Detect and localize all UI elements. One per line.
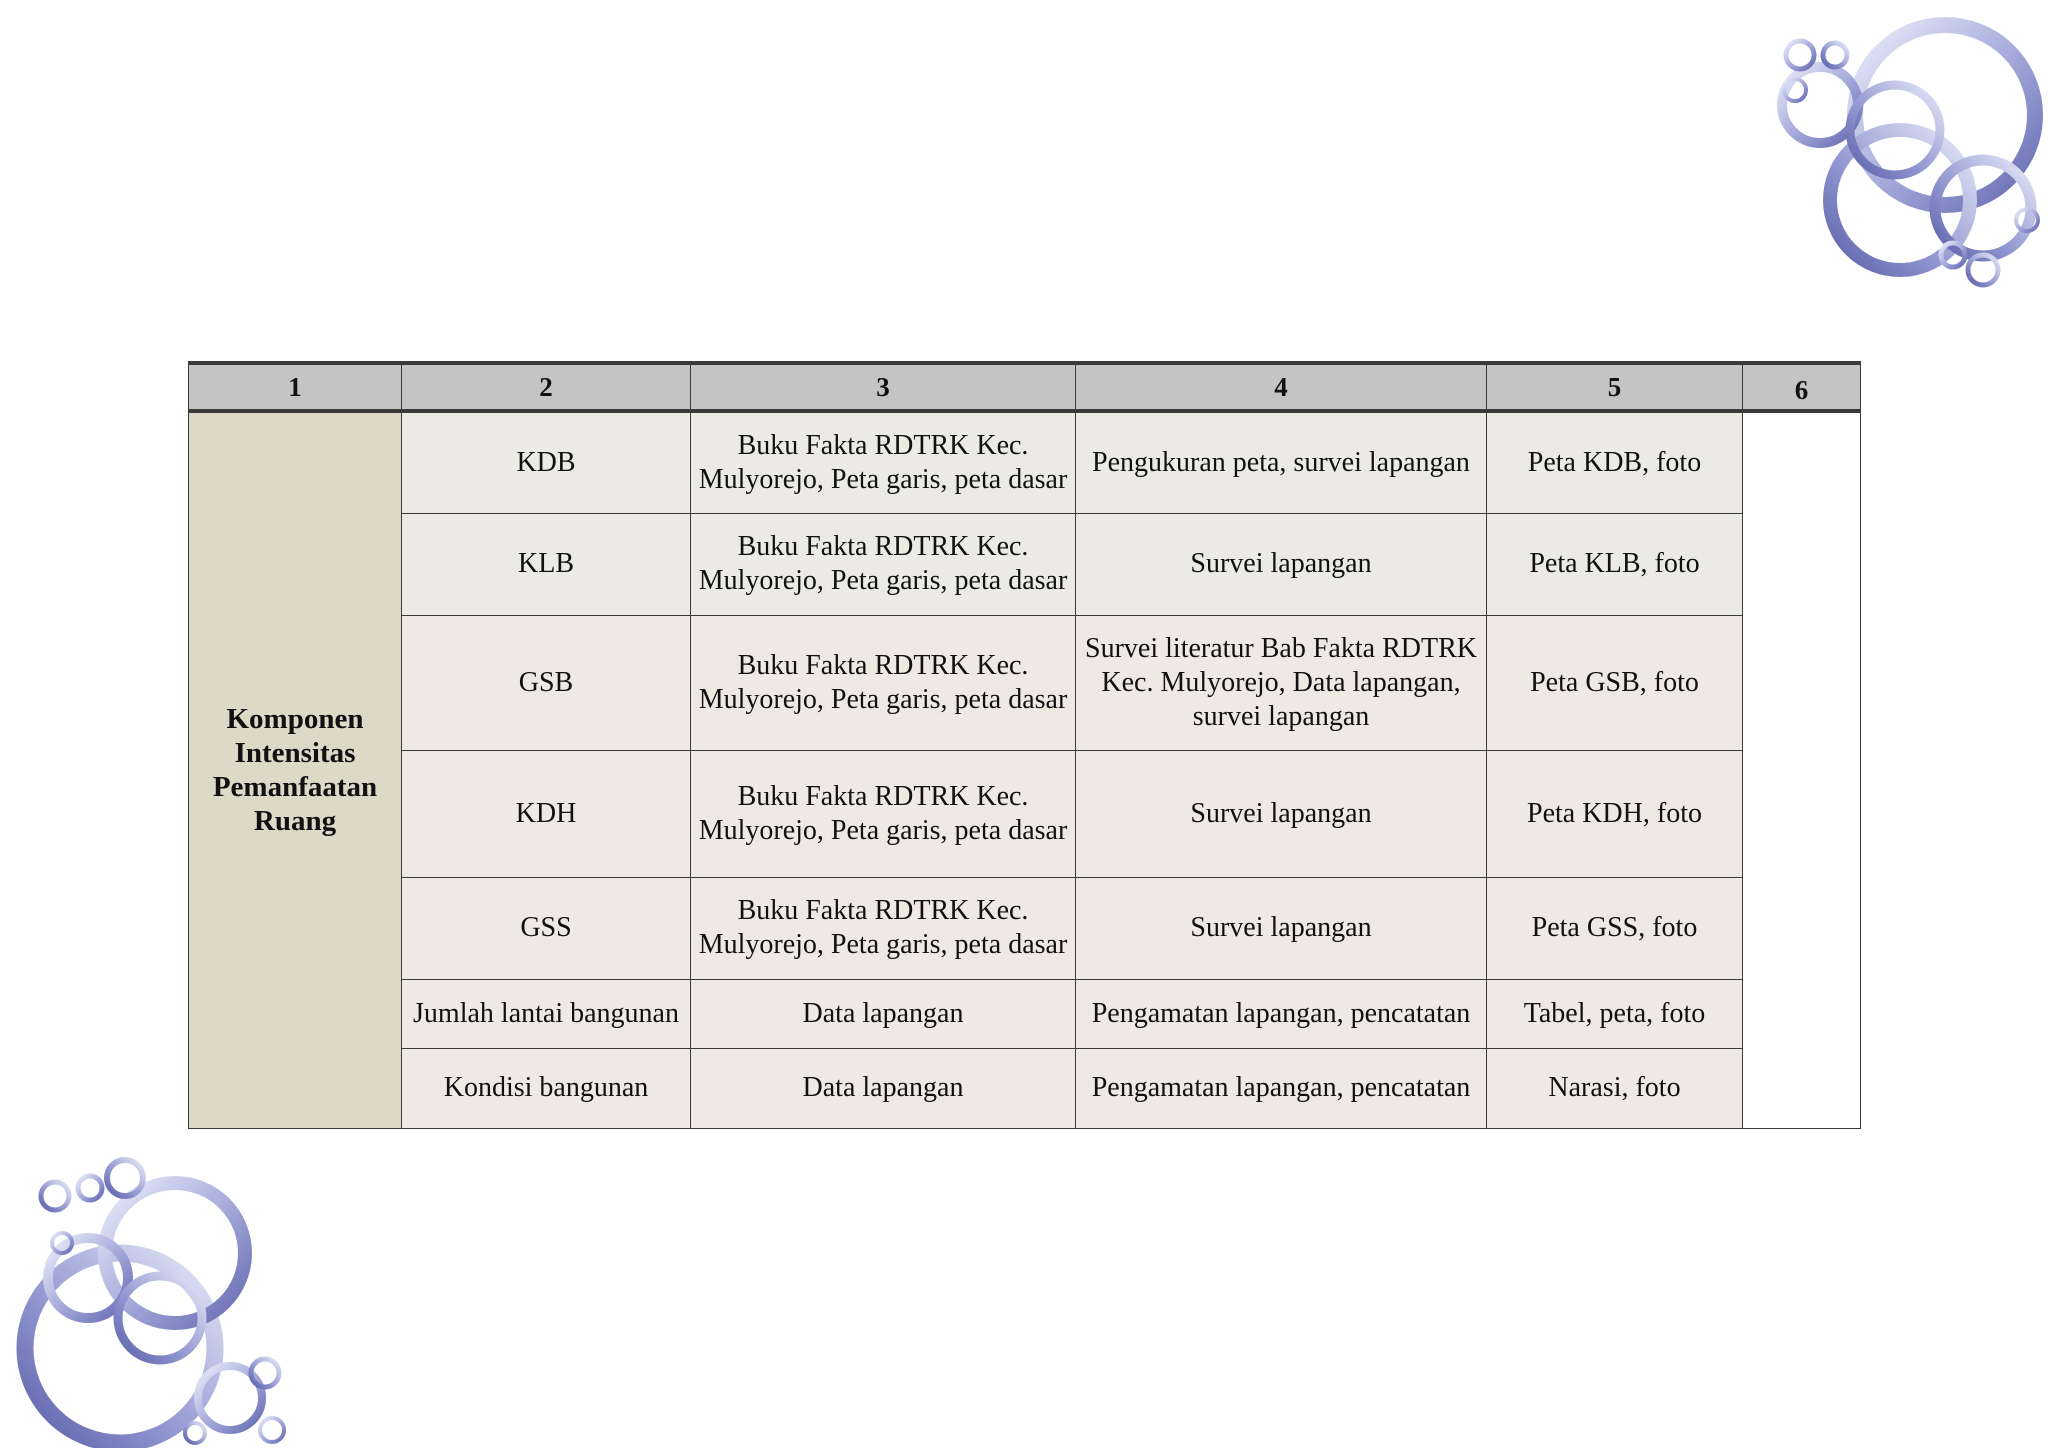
column-header-4: 4 <box>1076 363 1487 411</box>
data-source-cell: Buku Fakta RDTRK Kec. Mulyorejo, Peta garis, peta dasar <box>691 750 1076 877</box>
output-cell: Narasi, foto <box>1487 1048 1743 1128</box>
column-header-2: 2 <box>402 363 691 411</box>
table-row <box>189 979 1861 1048</box>
parameter-cell: Kondisi bangunan <box>402 1048 691 1128</box>
method-cell: Pengukuran peta, survei lapangan <box>1076 411 1487 513</box>
column-header-3: 3 <box>691 363 1076 411</box>
method-cell: Pengamatan lapangan, pencatatan <box>1076 979 1487 1048</box>
header-row <box>189 363 1861 411</box>
output-cell: Peta GSB, foto <box>1487 615 1743 750</box>
table-row <box>189 513 1861 615</box>
output-cell: Tabel, peta, foto <box>1487 979 1743 1048</box>
data-source-cell: Buku Fakta RDTRK Kec. Mulyorejo, Peta garis, peta dasar <box>691 513 1076 615</box>
parameter-cell: GSS <box>402 877 691 979</box>
swirl-ornament-bottom-left <box>0 1148 310 1448</box>
parameter-cell: GSB <box>402 615 691 750</box>
table-row <box>189 877 1861 979</box>
method-cell: Survei lapangan <box>1076 750 1487 877</box>
method-cell: Survei lapangan <box>1076 877 1487 979</box>
table-row <box>189 411 1861 513</box>
output-cell: Peta KDB, foto <box>1487 411 1743 513</box>
method-cell: Survei literatur Bab Fakta RDTRK Kec. Mulyorejo, Data lapangan, survei lapangan <box>1076 615 1487 750</box>
table-row <box>189 750 1861 877</box>
data-source-cell: Data lapangan <box>691 979 1076 1048</box>
data-source-cell: Buku Fakta RDTRK Kec. Mulyorejo, Peta garis, peta dasar <box>691 411 1076 513</box>
column-6-empty-cell <box>1743 411 1861 1128</box>
parameter-cell: KDB <box>402 411 691 513</box>
data-source-cell: Data lapangan <box>691 1048 1076 1128</box>
method-cell: Pengamatan lapangan, pencatatan <box>1076 1048 1487 1128</box>
output-cell: Peta GSS, foto <box>1487 877 1743 979</box>
parameter-cell: KLB <box>402 513 691 615</box>
output-cell: Peta KDH, foto <box>1487 750 1743 877</box>
table-row <box>189 615 1861 750</box>
column-header-5: 5 <box>1487 363 1743 411</box>
parameter-cell: Jumlah lantai bangunan <box>402 979 691 1048</box>
output-cell: Peta KLB, foto <box>1487 513 1743 615</box>
swirl-ornament-top-right <box>1735 0 2048 300</box>
column-header-1: 1 <box>189 363 402 411</box>
parameter-cell: KDH <box>402 750 691 877</box>
data-source-cell: Buku Fakta RDTRK Kec. Mulyorejo, Peta garis, peta dasar <box>691 877 1076 979</box>
group-label-cell: Komponen Intensitas Pemanfaatan Ruang <box>189 411 402 1128</box>
method-cell: Survei lapangan <box>1076 513 1487 615</box>
table-row <box>189 1048 1861 1128</box>
data-collection-table <box>188 361 1861 1129</box>
data-source-cell: Buku Fakta RDTRK Kec. Mulyorejo, Peta garis, peta dasar <box>691 615 1076 750</box>
column-header-6: 6 <box>1743 363 1861 411</box>
